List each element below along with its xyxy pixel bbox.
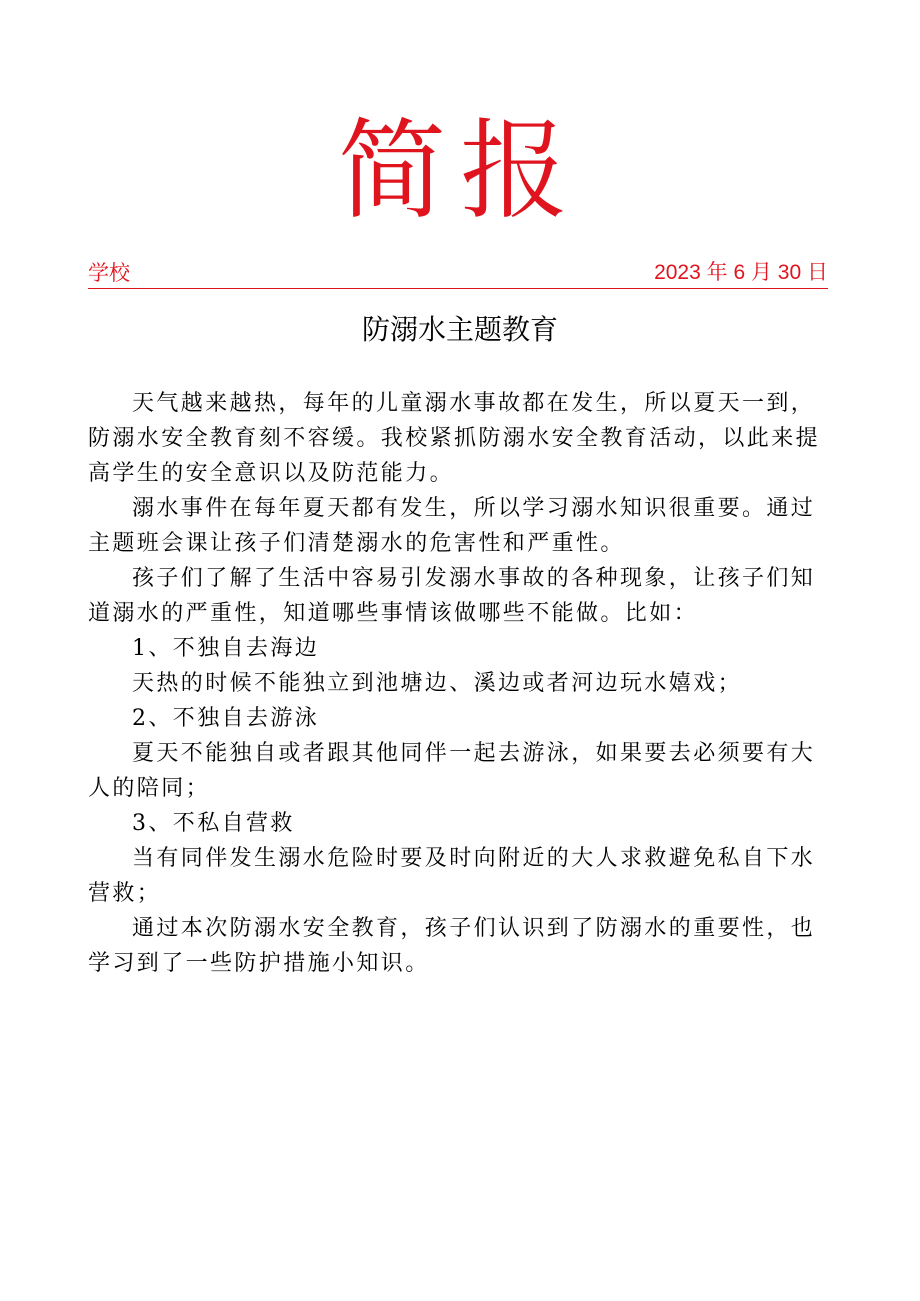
paragraph: 通过本次防溺水安全教育，孩子们认识到了防溺水的重要性，也学习到了一些防护措施小知识。 <box>88 916 816 976</box>
paragraph: 天气越来越热，每年的儿童溺水事故都在发生，所以夏天一到，防溺水安全教育刻不容缓。我校紧抓防溺水安全教育活动，以此来提高学生的安全意识以及防范能力。 <box>88 391 821 486</box>
article-title: 防溺水主题教育 <box>361 313 558 346</box>
list-heading: 2、不独自去游泳 <box>132 706 320 731</box>
header-rule <box>88 258 828 289</box>
publish-date: 2023 年 6 月 30 日 <box>654 261 828 284</box>
list-heading: 1、不独自去海边 <box>132 636 320 661</box>
paragraph: 溺水事件在每年夏天都有发生，所以学习溺水知识很重要。通过主题班会课让孩子们清楚溺水的危害性和严重性。 <box>88 496 816 556</box>
list-heading: 3、不私自营救 <box>132 811 295 836</box>
paragraph: 夏天不能独自或者跟其他同伴一起去游泳，如果要去必须要有大人的陪同； <box>88 741 816 801</box>
masthead-title: 简报 <box>337 109 582 234</box>
paragraph: 天热的时候不能独立到池塘边、溪边或者河边玩水嬉戏； <box>132 671 743 696</box>
school-label: 学校 <box>88 261 130 285</box>
paragraph: 孩子们了解了生活中容易引发溺水事故的各种现象，让孩子们知道溺水的严重性，知道哪些事情该做哪些不能做。比如： <box>88 566 816 626</box>
article-body <box>88 386 833 981</box>
paragraph: 当有同伴发生溺水危险时要及时向附近的大人求救避免私自下水营救； <box>88 846 816 906</box>
